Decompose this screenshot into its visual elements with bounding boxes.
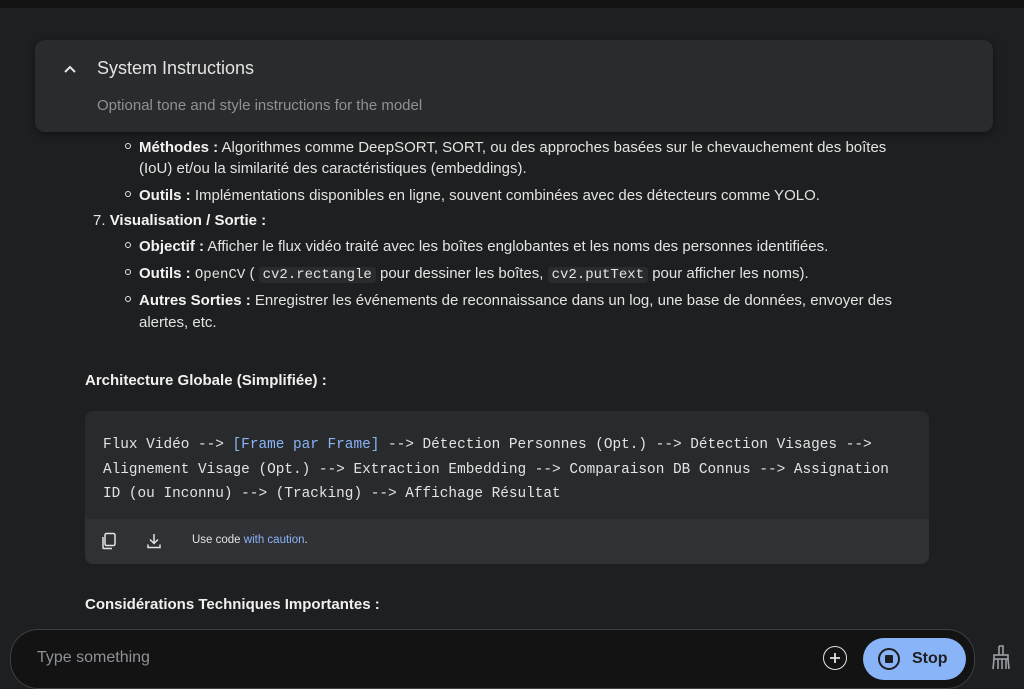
list-bullet xyxy=(125,296,131,302)
code-content[interactable] xyxy=(103,433,913,507)
stop-icon xyxy=(878,648,900,670)
paren-open: ( xyxy=(249,265,255,282)
code-block xyxy=(85,411,929,564)
copy-icon[interactable] xyxy=(99,531,119,551)
opencv-code: OpenCV xyxy=(194,267,246,283)
system-instructions-input[interactable]: Optional tone and style instructions for the model xyxy=(97,97,423,114)
objectif-item xyxy=(139,236,828,257)
objectif-label: Objectif : xyxy=(139,238,205,255)
objectif-text: Afficher le flux vidéo traité avec les boîtes englobantes et les noms des personnes identifiées. xyxy=(207,238,829,255)
stop-button[interactable] xyxy=(863,638,966,680)
methodes-text-1: Algorithmes comme DeepSORT, SORT, ou des approches basées sur le chevauchement des boîtes xyxy=(221,139,887,156)
architecture-heading: Architecture Globale (Simplifiée) : xyxy=(85,372,327,389)
code-line-1a: Flux Vidéo --> xyxy=(103,437,233,453)
stop-label: Stop xyxy=(912,650,948,667)
methodes-label: Méthodes : xyxy=(139,139,219,156)
download-icon[interactable] xyxy=(144,531,164,551)
code-line-1-highlight: [Frame par Frame] xyxy=(232,437,380,453)
list-bullet xyxy=(125,242,131,248)
considerations-heading: Considérations Techniques Importantes : xyxy=(85,596,380,613)
autres-item-cont xyxy=(139,312,217,333)
step7-number: 7. xyxy=(93,212,106,229)
caution-link[interactable]: with caution xyxy=(243,534,305,546)
cv2-puttext-code: cv2.putText xyxy=(548,267,648,283)
outils-tracking-label: Outils : xyxy=(139,187,191,204)
step7-title: Visualisation / Sortie : xyxy=(109,212,267,229)
autres-text-1: Enregistrer les événements de reconnaissance dans un log, une base de données, envoyer des xyxy=(254,292,892,309)
code-caution xyxy=(192,534,308,546)
list-bullet xyxy=(125,191,131,197)
prompt-input-bar xyxy=(10,629,975,689)
chevron-up-icon[interactable] xyxy=(61,60,79,78)
code-line-1b: --> Détection Personnes (Opt.) --> Détection Visages --> xyxy=(379,437,872,453)
outils-visu-mid: pour dessiner les boîtes, xyxy=(380,265,544,282)
step7-heading xyxy=(93,210,266,231)
caution-suffix: . xyxy=(304,534,308,546)
cv2-rectangle-code: cv2.rectangle xyxy=(259,267,376,283)
outils-visu-end: pour afficher les noms). xyxy=(652,265,809,282)
system-instructions-panel[interactable] xyxy=(35,40,993,132)
code-footer xyxy=(85,519,929,564)
system-instructions-title: System Instructions xyxy=(97,58,255,78)
add-circle-icon[interactable] xyxy=(823,646,847,670)
outils-tracking-item xyxy=(139,185,820,206)
autres-item xyxy=(139,290,939,311)
autres-text-2: alertes, etc. xyxy=(139,314,217,331)
outils-tracking-text: Implémentations disponibles en ligne, souvent combinées avec des détecteurs comme YOLO. xyxy=(194,187,820,204)
methodes-item xyxy=(139,137,939,158)
outils-visu-label: Outils : xyxy=(139,265,191,282)
methodes-item-cont xyxy=(139,158,527,179)
list-bullet xyxy=(125,269,131,275)
methodes-text-2: (IoU) et/ou la similarité des caractéristiques (embeddings). xyxy=(139,160,527,177)
clear-broom-icon[interactable] xyxy=(988,644,1014,670)
caution-prefix: Use code xyxy=(192,534,244,546)
outils-visu-item xyxy=(139,263,809,286)
code-line-2: Alignement Visage (Opt.) --> Extraction Embedding --> Comparaison DB Connus --> Assignation xyxy=(103,461,889,478)
code-line-3: ID (ou Inconnu) --> (Tracking) --> Affichage Résultat xyxy=(103,486,561,502)
prompt-input[interactable]: Type something xyxy=(37,649,150,666)
list-bullet xyxy=(125,143,131,149)
autres-label: Autres Sorties : xyxy=(139,292,251,309)
